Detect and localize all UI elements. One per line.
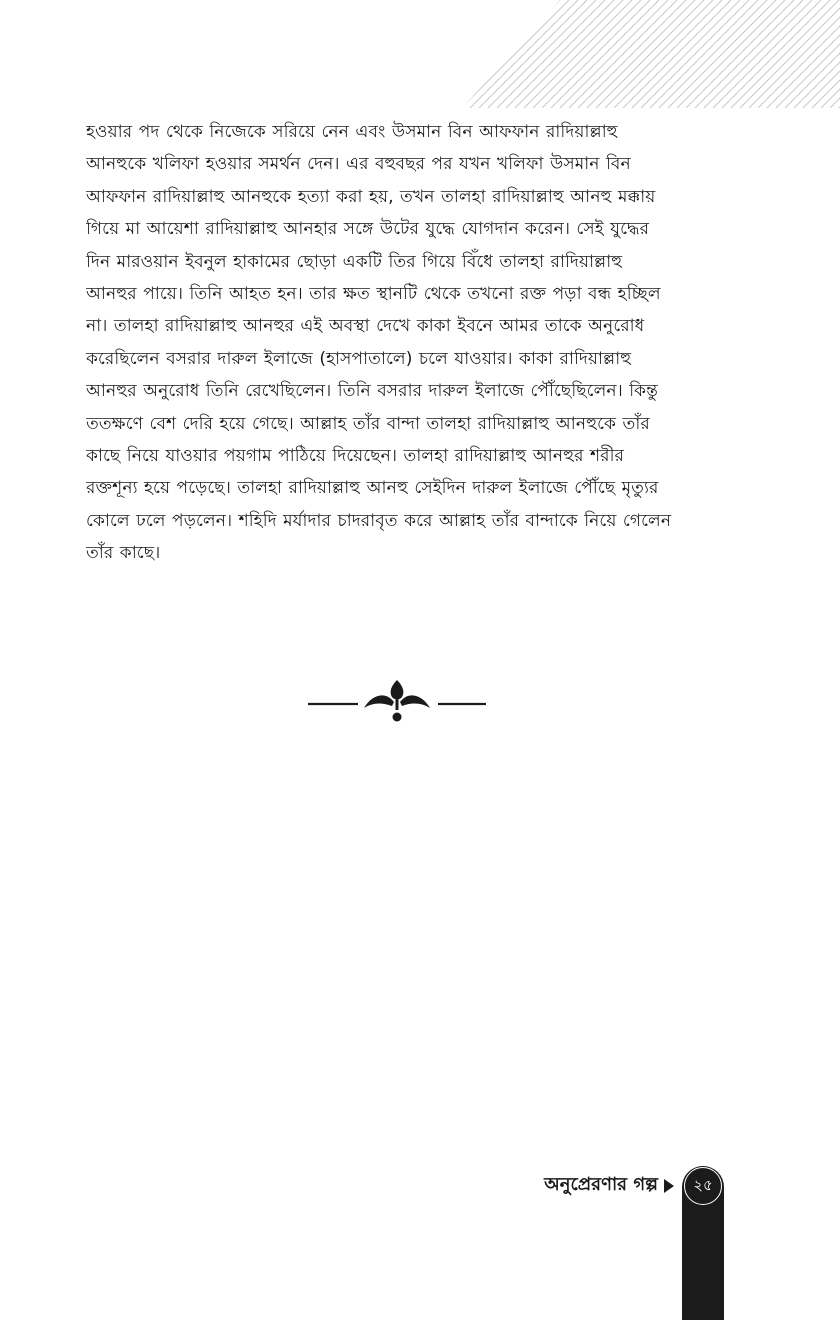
hatch-line <box>530 0 650 120</box>
hatch-line <box>719 0 839 120</box>
running-footer-book-title: অনুপ্রেরণার গল্প <box>544 1174 658 1195</box>
body-line: আনহুর পায়ে। তিনি আহত হন। তার ক্ষত স্থানটি থেকে তখনো রক্ত পড়া বন্ধ হচ্ছিল <box>86 283 661 304</box>
hatch-line <box>575 0 695 120</box>
hatch-line <box>674 0 794 120</box>
hatch-line <box>620 0 740 120</box>
hatch-line <box>764 0 840 120</box>
hatch-line <box>737 0 840 120</box>
hatch-line <box>809 0 840 120</box>
hatch-line <box>827 0 840 120</box>
hatch-line <box>773 0 840 120</box>
body-line: আনহুকে খলিফা হওয়ার সমর্থন দেন। এর বহুবছর পর যখন খলিফা উসমান বিন <box>86 154 631 175</box>
body-line: হওয়ার পদ থেকে নিজেকে সরিয়ে নেন এবং উসমান বিন আফফান রাদিয়াল্লাহু <box>86 122 618 142</box>
hatch-line <box>800 0 840 120</box>
hatch-line <box>602 0 722 120</box>
hatch-line <box>665 0 785 120</box>
hatch-line <box>692 0 812 120</box>
hatch-line <box>611 0 731 120</box>
floral-divider-icon <box>306 676 488 726</box>
hatch-line <box>512 0 632 120</box>
body-line: ততক্ষণে বেশ দেরি হয়ে গেছে। আল্লাহ তাঁর বান্দা তালহা রাদিয়াল্লাহু আনহুকে তাঁর <box>86 413 650 434</box>
hatch-line <box>584 0 704 120</box>
hatch-line <box>629 0 749 120</box>
body-line: কাছে নিয়ে যাওয়ার পয়গাম পাঠিয়ে দিয়েছেন। তালহা রাদিয়াল্লাহু আনহুর শরীর <box>86 445 624 466</box>
page-number: ২৫ <box>684 1167 722 1205</box>
body-line: আফফান রাদিয়াল্লাহু আনহুকে হত্যা করা হয়, তখন তালহা রাদিয়াল্লাহু আনহু মক্কায় <box>86 186 656 207</box>
body-line: রক্তশূন্য হয়ে পড়েছে। তালহা রাদিয়াল্লাহু আনহু সেইদিন দারুল ইলাজে পৌঁছে মৃত্যুর <box>86 478 659 499</box>
body-line-last: তাঁর কাছে। <box>86 543 161 564</box>
hatch-line <box>755 0 840 120</box>
hatch-line <box>503 0 623 120</box>
body-paragraph <box>86 116 726 569</box>
hatch-line <box>557 0 677 120</box>
body-line: কোলে ঢলে পড়লেন। শহিদি মর্যাদার চাদরাবৃত করে আল্লাহ তাঁর বান্দাকে নিয়ে গেলেন <box>86 510 672 531</box>
hatch-line <box>683 0 803 120</box>
body-line: দিন মারওয়ান ইবনুল হাকামের ছোড়া একটি তির গিয়ে বিঁধে তালহা রাদিয়াল্লাহু <box>86 251 623 272</box>
hatch-line <box>791 0 840 120</box>
hatch-line <box>656 0 776 120</box>
body-line: গিয়ে মা আয়েশা রাদিয়াল্লাহু আনহার সঙ্গে উটের যুদ্ধে যোগদান করেন। সেই যুদ্ধের <box>86 219 650 240</box>
hatch-line <box>476 0 596 120</box>
hatch-line <box>836 0 840 120</box>
hatch-line <box>521 0 641 120</box>
hatch-line <box>593 0 713 120</box>
hatch-line <box>458 0 578 120</box>
hatch-line <box>440 0 560 120</box>
hatch-line <box>566 0 686 120</box>
hatch-line <box>647 0 767 120</box>
hatch-line <box>449 0 569 120</box>
body-line: করেছিলেন বসরার দারুল ইলাজে (হাসপাতালে) চলে যাওয়ার। কাকা রাদিয়াল্লাহু <box>86 348 632 369</box>
hatch-line <box>467 0 587 120</box>
hatch-line <box>539 0 659 120</box>
hatch-line <box>701 0 821 120</box>
corner-hatch-pattern <box>0 0 840 120</box>
hatch-line <box>638 0 758 120</box>
hatch-line <box>782 0 840 120</box>
hatch-line <box>485 0 605 120</box>
hatch-line <box>818 0 840 120</box>
hatch-line <box>728 0 840 120</box>
hatch-line <box>494 0 614 120</box>
body-line: আনহুর অনুরোধ তিনি রেখেছিলেন। তিনি বসরার দারুল ইলাজে পৌঁছেছিলেন। কিন্তু <box>86 381 659 402</box>
body-line: না। তালহা রাদিয়াল্লাহু আনহুর এই অবস্থা দেখে কাকা ইবনে আমর তাকে অনুরোধ <box>86 316 645 337</box>
hatch-line <box>746 0 840 120</box>
hatch-line <box>548 0 668 120</box>
play-arrow-icon <box>663 1178 675 1194</box>
hatch-line <box>710 0 830 120</box>
